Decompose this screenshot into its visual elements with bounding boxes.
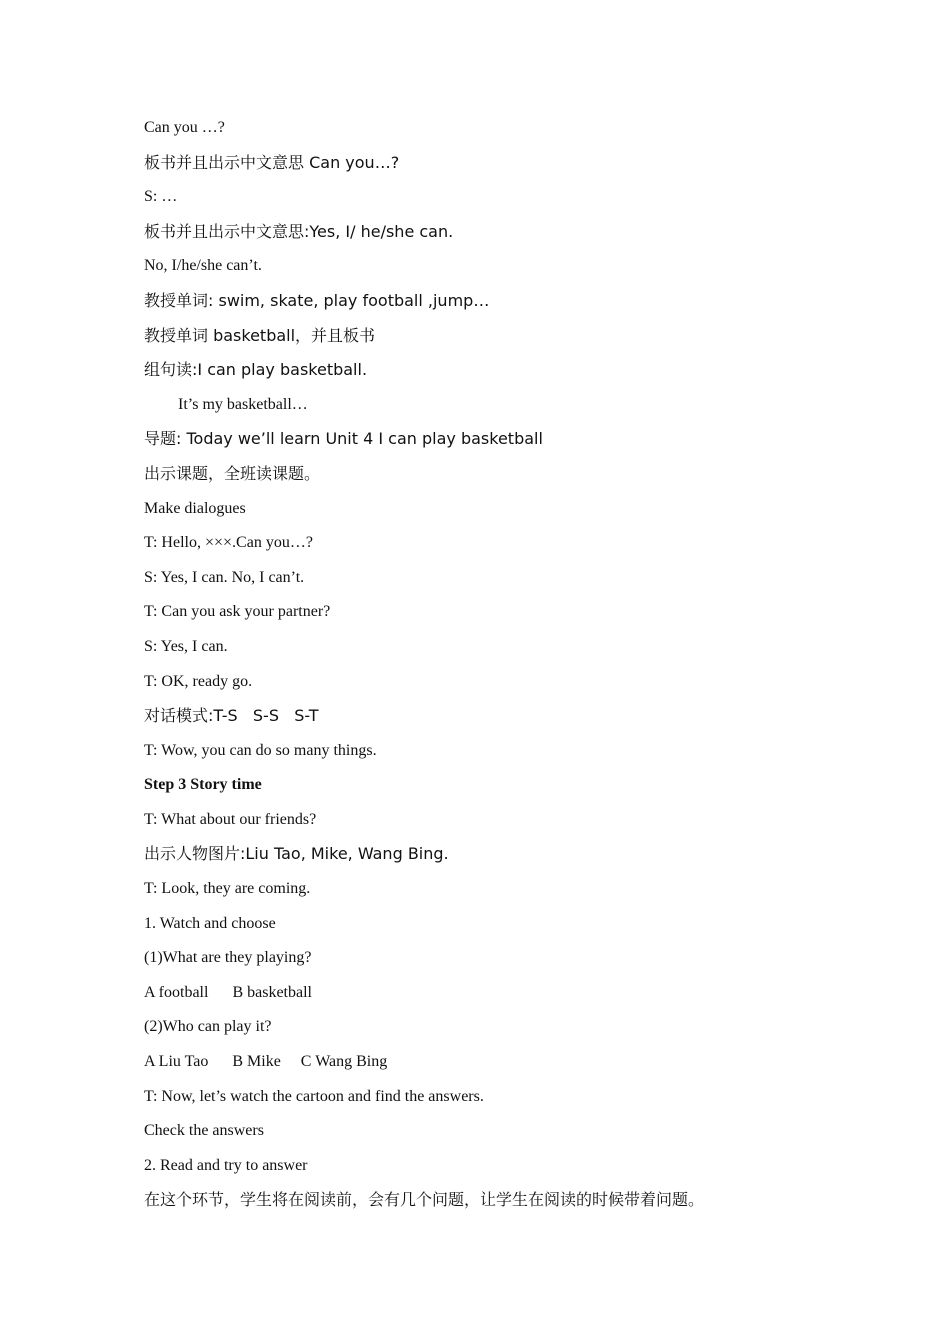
- text-line: (1)What are they playing?: [144, 949, 312, 967]
- text-line: S: Yes, I can.: [144, 637, 228, 655]
- text-line: T: What about our friends?: [144, 810, 317, 828]
- text-line: T: Wow, you can do so many things.: [144, 741, 377, 759]
- text-line: A Liu Tao B Mike C Wang Bing: [144, 1053, 388, 1071]
- text-line: T: OK, ready go.: [144, 672, 253, 690]
- text-line: T: Can you ask your partner?: [144, 603, 331, 621]
- text-line: T: Hello, ×××.Can you…?: [144, 534, 313, 552]
- text-line: Can you …?: [144, 119, 225, 136]
- text-line: 2. Read and try to answer: [144, 1156, 308, 1174]
- text-line: Check the answers: [144, 1122, 264, 1140]
- text-line: Make dialogues: [144, 499, 246, 517]
- text-line: 板书并且出示中文意思 Can you…?: [144, 152, 400, 172]
- text-line: No, I/he/she can’t.: [144, 257, 262, 275]
- text-line: (2)Who can play it?: [144, 1018, 272, 1036]
- text-line: T: Now, let’s watch the cartoon and find the answers.: [144, 1087, 484, 1105]
- text-line: A football B basketball: [144, 983, 312, 1001]
- text-line: It’s my basketball…: [178, 395, 308, 413]
- text-line: 组句读:I can play basketball.: [144, 360, 368, 380]
- text-line: 出示课题，全班读课题。: [144, 463, 321, 483]
- text-line: T: Look, they are coming.: [144, 880, 311, 898]
- text-line: S: …: [144, 188, 178, 206]
- text-line: 1. Watch and choose: [144, 914, 276, 932]
- document-body: [144, 111, 864, 1218]
- text-line: 在这个环节，学生将在阅读前，会有几个问题，让学生在阅读的时候带着问题。: [144, 1190, 705, 1210]
- text-line: 板书并且出示中文意思:Yes, I/ he/she can.: [144, 221, 454, 241]
- text-line: 教授单词 basketball，并且板书: [144, 325, 376, 345]
- text-line: 导题: Today we’ll learn Unit 4 I can play basketball: [144, 429, 543, 449]
- text-line: 教授单词: swim, skate, play football ,jump…: [144, 290, 490, 310]
- text-line: 对话模式:T-S S-S S-T: [144, 706, 319, 726]
- text-line: 出示人物图片:Liu Tao, Mike, Wang Bing.: [144, 844, 449, 864]
- section-heading: Step 3 Story time: [144, 776, 262, 794]
- text-line: S: Yes, I can. No, I can’t.: [144, 568, 305, 586]
